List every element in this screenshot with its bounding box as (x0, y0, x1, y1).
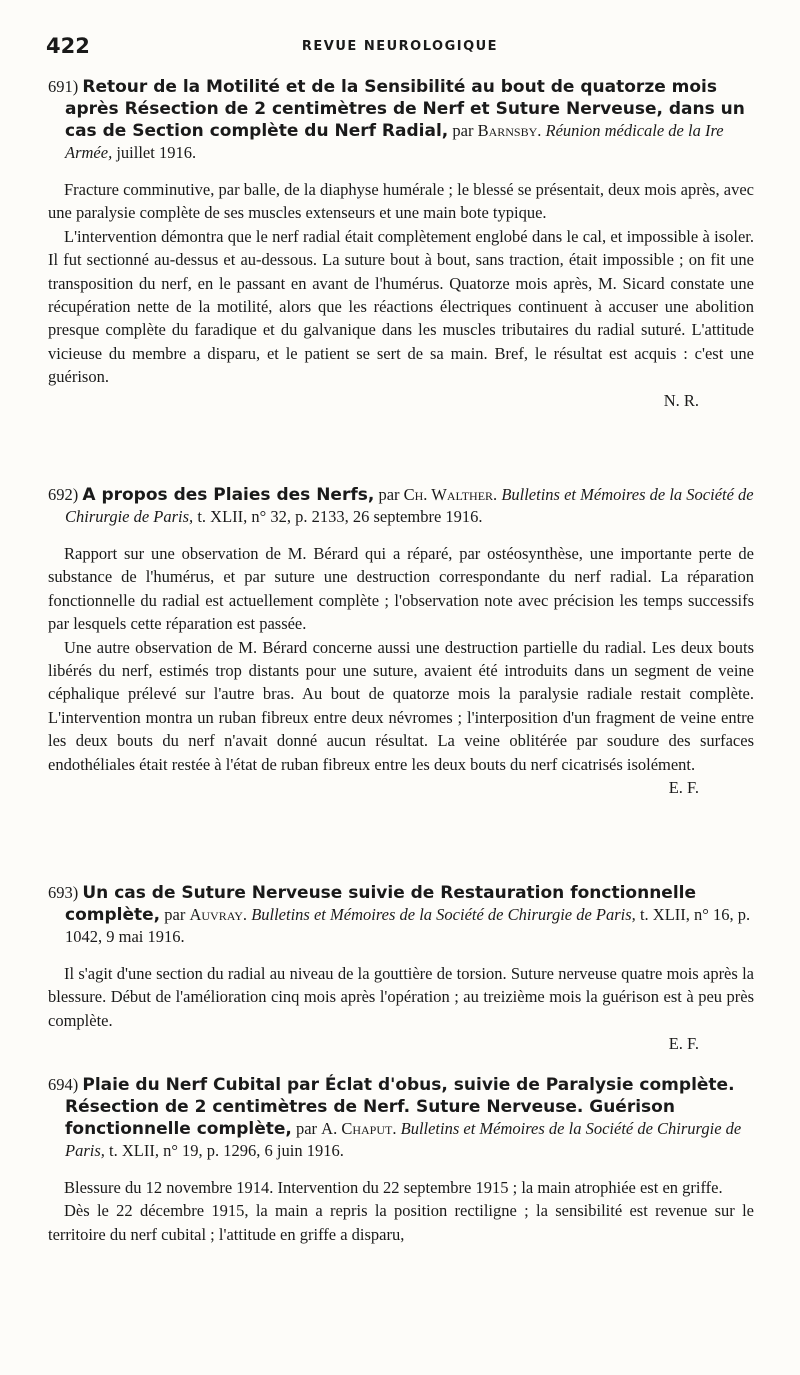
article-title: A propos des Plaies des Nerfs, (82, 485, 375, 505)
article-heading (48, 76, 754, 164)
article-692 (48, 484, 754, 799)
article-number: 693) (48, 883, 79, 902)
article-number: 691) (48, 77, 79, 96)
article-number: 692) (48, 485, 79, 504)
page-header (46, 34, 754, 60)
article-author: Ch. Walther. (403, 485, 498, 504)
paragraph: Rapport sur une observation de M. Bérard qui a réparé, par ostéosynthèse, une importante perte de substance de l'humérus, et par suture une destruction correspondante du nerf radial. La réparation fonctionnelle du radial est actuellement complète ; l'observation note avec précision les temps successifs par lesquels cette réparation est passée. (48, 544, 754, 634)
article-heading (48, 1074, 754, 1162)
paragraph: L'intervention démontra que le nerf radial était complètement englobé dans le cal, et impossible à isoler. Il fut sectionné au-dessus et au-dessous. La suture bout à bout, sans traction, était impossible ; on fit une transposition du nerf, en le passant en avant de l'humérus. Quatorze mois après, M. Sicard constate une récupération nette de la motilité, alors que les réactions électriques continuent à accuser une abolition presque complète du faradique et du galvanique dans les muscles tributaires du radial suturé. L'attitude vicieuse du membre a disparu, et le patient se sert de sa main. Bref, le résultat est acquis : c'est une guérison. (48, 226, 754, 387)
signature: N. R. (663, 390, 699, 410)
paragraph: Une autre observation de M. Bérard concerne aussi une destruction partielle du radial. Les deux bouts libérés du nerf, estimés trop distants pour une suture, avaient été introduits dans un segment de veine céphalique prélevé sur l'autre bras. Au bout de quatorze mois la paralysie radiale restait complète. L'intervention montra un ruban fibreux entre deux névromes ; l'interposition d'un fragment de veine entre les deux bouts du nerf n'avait donné aucun résultat. La veine oblitérée par soudure des surfaces endothéliales était restée à l'état de ruban fibreux entre les deux bouts du nerf cicatrisés isolément. (48, 637, 754, 774)
article-reference: Bulletins et Mémoires de la Société de Chirurgie de Paris, (65, 1119, 742, 1160)
article-author: Auvray. (189, 905, 248, 924)
article-694 (48, 1074, 754, 1246)
signature: E. F. (668, 778, 699, 798)
article-author: Barnsby. (477, 121, 542, 140)
article-by: par (452, 121, 474, 140)
article-title: Un cas de Suture Nerveuse suivie de Restauration fonctionnelle complète, (65, 883, 697, 925)
article-reference: Réunion médicale de la Ire Armée, (65, 121, 724, 162)
article-date: t. XLII, n° 19, p. 1296, 6 juin 1916. (109, 1141, 344, 1160)
article-title: Plaie du Nerf Cubital par Éclat d'obus, suivie de Paralysie complète. Résection de 2 centimètres de Nerf. Suture Nerveuse. Guérison fonctionnelle complète, (65, 1075, 735, 1139)
paragraph: Fracture comminutive, par balle, de la diaphyse humérale ; le blessé se présentait, deux mois après, avec une paralysie complète de ses muscles extenseurs et une main bote typique. (48, 180, 754, 223)
article-by: par (164, 905, 186, 924)
article-date: t. XLII, n° 32, p. 2133, 26 septembre 1916. (197, 507, 483, 526)
article-heading (48, 484, 754, 528)
page-number: 422 (46, 34, 90, 58)
article-691 (48, 76, 754, 412)
article-author: A. Chaput. (321, 1119, 397, 1138)
article-date: t. XLII, n° 16, p. 1042, 9 mai 1916. (65, 905, 751, 946)
article-by: par (295, 1119, 318, 1138)
article-title: Retour de la Motilité et de la Sensibilité au bout de quatorze mois après Résection de 2 centimètres de Nerf et Suture Nerveuse, dans un cas de Section complète du Nerf Radial, (65, 77, 745, 141)
article-date: juillet 1916. (116, 143, 197, 162)
running-title: REVUE NEUROLOGIQUE (301, 39, 499, 54)
signature: E. F. (668, 1034, 699, 1054)
article-heading (48, 882, 754, 948)
article-by: par (378, 485, 400, 504)
article-number: 694) (48, 1075, 79, 1094)
article-reference: Bulletins et Mémoires de la Société de Chirurgie de Paris, (65, 485, 754, 526)
article-693 (48, 882, 754, 1055)
paragraph: Dès le 22 décembre 1915, la main a repris la position rectiligne ; la sensibilité est revenue sur le territoire du nerf cubital ; l'attitude en griffe a disparu, (48, 1201, 754, 1244)
paragraph: Blessure du 12 novembre 1914. Intervention du 22 septembre 1915 ; la main atrophiée est en griffe. (64, 1178, 723, 1197)
paragraph: Il s'agit d'une section du radial au niveau de la gouttière de torsion. Suture nerveuse quatre mois après la blessure. Début de l'amélioration cinq mois après l'opération ; au treizième mois la guérison est à peu près complète. (48, 964, 754, 1030)
article-reference: Bulletins et Mémoires de la Société de Chirurgie de Paris, (251, 905, 636, 924)
